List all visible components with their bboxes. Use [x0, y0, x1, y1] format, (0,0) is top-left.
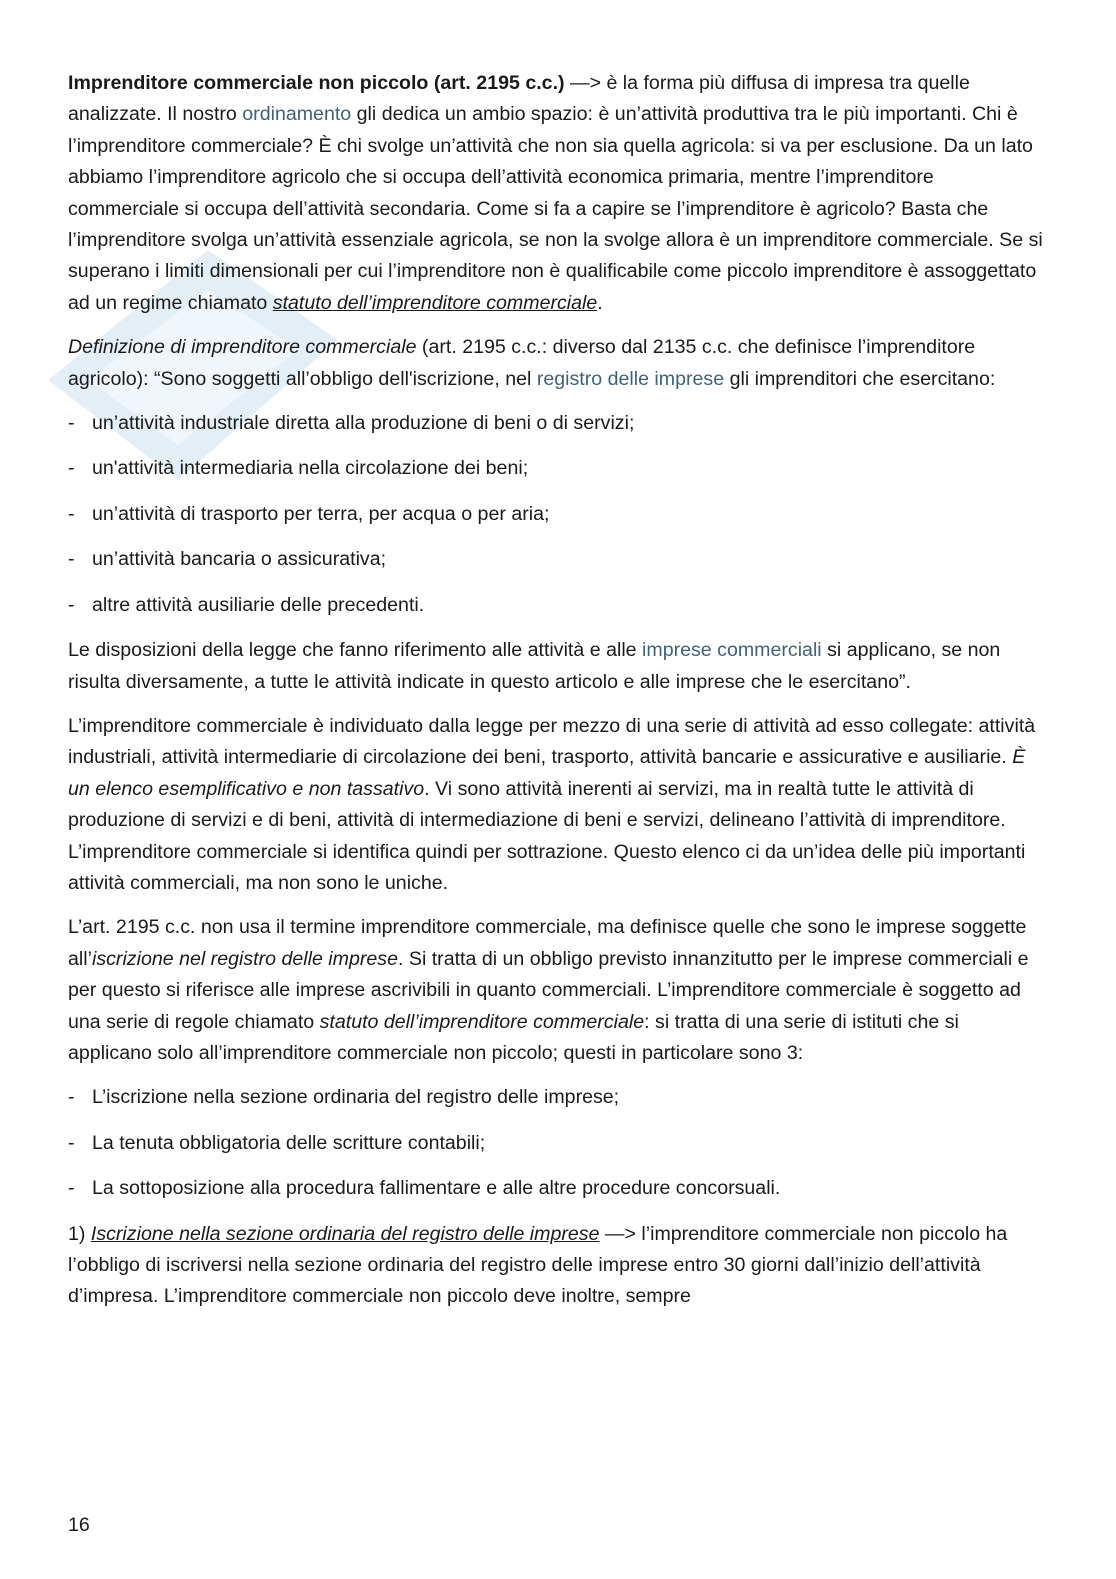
link-registro-imprese[interactable]: registro delle imprese [536, 367, 725, 390]
underlined-term: Iscrizione nella sezione ordinaria del registro delle imprese [90, 1222, 600, 1245]
activities-list [68, 408, 1048, 621]
list-item: - La sottoposizione alla procedura fallimentare e alle altre procedure concorsuali. [68, 1177, 781, 1200]
section-heading: Imprenditore commerciale non piccolo (art. 2195 c.c.) [68, 72, 565, 94]
statuto-list [68, 1082, 1048, 1204]
list-item: - un’attività industriale diretta alla produzione di beni o di servizi; [68, 412, 635, 435]
link-ordinamento[interactable]: ordinamento [242, 103, 352, 126]
list-item: - altre attività ausiliarie delle precedenti. [68, 593, 425, 616]
paragraph-iscrizione: 1) Iscrizione nella sezione ordinaria del registro delle imprese —> l’imprenditore commerciale non piccolo ha l’obbligo di iscriversi nella sezione ordinaria del registro delle imprese entro 30 giorni dall’inizio dell’attività d’impresa. L’imprenditore commerciale non piccolo deve inoltre, sempre [68, 1222, 1008, 1308]
paragraph-imprenditore-commerciale: Imprenditore commerciale non piccolo (art. 2195 c.c.) —> è la forma più diffusa di impresa tra quelle analizzate. Il nostro ordinamento gli dedica un ambio spazio: è un’attività produttiva tra le più importanti. Chi è l’imprenditore commerciale? È chi svolge un’attività che non sia quella agricola: si va per esclusione. Da un lato abbiamo l’imprenditore agricolo che si occupa dell’attività economica primaria, mentre l’imprenditore commerciale si occupa dell’attività secondaria. Come si fa a capire se l’imprenditore è agricolo? Basta che l’imprenditore svolga un’attività essenziale agricola, se non la svolge allora è un imprenditore commerciale. Se si superano i limiti dimensionali per cui l’imprenditore non è qualificabile come piccolo imprenditore è assoggettato ad un regime chiamato statuto dell’imprenditore commerciale. [68, 72, 1043, 314]
link-imprese-commerciali[interactable]: imprese commerciali [642, 639, 822, 662]
paragraph-definizione: Definizione di imprenditore commerciale (art. 2195 c.c.: diverso dal 2135 c.c. che definisce l’imprenditore agricolo): “Sono soggetti all’obbligo dell'iscrizione, nel registro delle imprese gli imprenditori che esercitano: [68, 336, 996, 390]
list-item: - La tenuta obbligatoria delle scritture contabili; [68, 1131, 486, 1154]
list-item: - un’attività bancaria o assicurativa; [68, 548, 387, 571]
paragraph-disposizioni: Le disposizioni della legge che fanno riferimento alle attività e alle imprese commerciali si applicano, se non risulta diversamente, a tutte le attività indicate in questo articolo e alle imprese che le esercitano”. [68, 639, 1001, 693]
paragraph-individuato: L’imprenditore commerciale è individuato dalla legge per mezzo di una serie di attività ad esso collegate: attività industriali, attività intermediarie di circolazione dei beni, trasporto, attività bancarie e assicurative e ausiliarie. È un elenco esemplificativo e non tassativo. Vi sono attività inerenti ai servizi, ma in realtà tutte le attività di produzione di servizi e di beni, attività di intermediazione di beni e servizi, delineano l’attività di imprenditore. L’imprenditore commerciale si identifica quindi per sottrazione. Questo elenco ci da un’idea delle più importanti attività commerciali, ma non sono le uniche. [68, 714, 1036, 894]
list-item: - L’iscrizione nella sezione ordinaria del registro delle imprese; [68, 1086, 620, 1109]
underlined-term: statuto dell’imprenditore commerciale [272, 291, 598, 314]
list-item: - un’attività di trasporto per terra, per acqua o per aria; [68, 502, 550, 525]
paragraph-art-2195: L’art. 2195 c.c. non usa il termine imprenditore commerciale, ma definisce quelle che sono le imprese soggette all’iscrizione nel registro delle imprese. Si tratta di un obbligo previsto innanzitutto per le imprese commerciali e per questo si riferisce alle imprese ascrivibili in quanto commerciali. L’imprenditore commerciale è soggetto ad una serie di regole chiamato statuto dell’imprenditore commerciale: si tratta di una serie di istituti che si applicano solo all’imprenditore commerciale non piccolo; questi in particolare sono 3: [68, 916, 1029, 1064]
document-page [68, 68, 1048, 1326]
list-item: - un'attività intermediaria nella circolazione dei beni; [68, 457, 529, 480]
page-number: 16 [68, 1514, 90, 1536]
